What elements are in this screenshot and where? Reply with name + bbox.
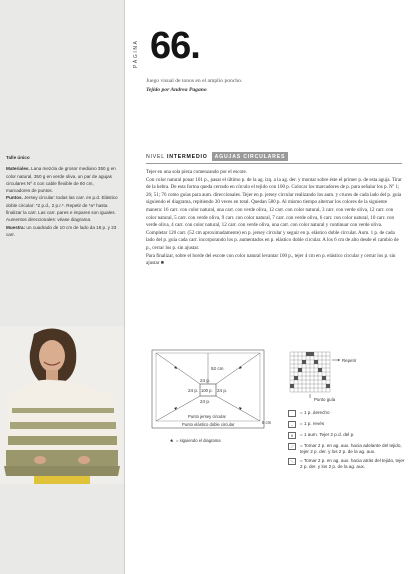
points-label: Puntos.: [6, 195, 23, 201]
arrow-caption: = siguiendo el diagrama: [176, 438, 221, 443]
legend-item: [288, 421, 408, 428]
cross-back-icon: ⟍: [288, 458, 296, 465]
legend-text: = 1 aum. Tejer 2 p.d. del p.: [300, 432, 355, 437]
page-subtitle: Juego visual de tonos en el amplio poncho.: [146, 78, 243, 84]
materials-label: Materiales.: [6, 166, 30, 172]
level-label: NIVEL: [146, 153, 165, 160]
purl-icon: –: [288, 421, 296, 428]
model-photo: [0, 326, 124, 484]
dim-24p-top: 24 p.: [200, 378, 211, 383]
increase-icon: ∨: [288, 432, 296, 439]
sample-paragraph: [6, 224, 118, 239]
points-paragraph: [6, 194, 118, 223]
sample-text: un cuadrado de 10 cm de lado da 18 p. y 23 carr.: [6, 224, 117, 237]
label-jersey: Punto jersey circular: [188, 414, 226, 419]
legend-item: [288, 443, 408, 454]
dim-24p-left: 24 p.: [188, 388, 199, 393]
instructions-paragraph: Tejer en una sola pieza comenzando por el escote.: [146, 169, 247, 175]
size-heading: Talle único: [6, 155, 30, 160]
legend-text: = Tomar 2 p. en ag. aux. hacia adelante del tejido, tejer 2 p. der. y los 2 p. de la ag. aux.: [300, 443, 402, 454]
label-elastico: Punto elástico doble circular: [182, 422, 235, 427]
dim-52cm: 52 cm: [211, 366, 224, 371]
instructions-text: [146, 169, 402, 268]
needles-tag: AGUJAS CIRCULARES: [212, 152, 289, 161]
level-bar: [146, 152, 288, 161]
author-credit: Tejido por Andrea Pagano: [146, 87, 207, 93]
instructions-paragraph: Para finalizar, sobre el borde del escote con color natural levantar 100 p., tejer 4 cm en p. elástico circular y cerrar los p. sin ajustar ■: [146, 252, 396, 267]
dim-100p: 100 p.: [201, 388, 213, 393]
poncho-schematic: [150, 348, 280, 451]
sidebar-panel: [0, 0, 124, 574]
model-illustration: [0, 326, 124, 484]
legend-item: [288, 432, 408, 439]
legend-text: = 1 p. derecho: [300, 410, 330, 415]
dim-24p-right: 24 p.: [217, 388, 228, 393]
legend-item: [288, 410, 408, 417]
page-number: 66.: [150, 25, 200, 67]
level-value: INTERMEDIO: [167, 153, 208, 160]
legend-text: = 1 p. revés: [300, 421, 325, 426]
dim-6cm: 6 cm: [262, 420, 272, 425]
section-rule: [146, 163, 402, 164]
dim-24p-bottom: 24 p.: [200, 399, 211, 404]
points-text: Jersey circular: todas las carr. en p.d. Elástico doble circular: *2 p.d., 2 p.r.*. Repetir de *a* hasta finalizar la carr. Las carr. pares e impares son iguales. Aumentos direccionales: véase diagrama.: [6, 195, 118, 223]
guide-label: Punto guía: [314, 397, 336, 402]
cross-front-icon: ⟋: [288, 443, 296, 450]
materials-paragraph: [6, 165, 118, 194]
page-label: PÁGINA: [133, 39, 139, 69]
instructions-paragraph: Con color natural ponar 101 p., pasar el último p. de la ag. izq. a la ag. der. y montar sobre éste el primer p. de esta aguja. Tirar de la hebra. De esta forma queda cerrado en círculo el tejido con 100 p. Colocar los marcadores de p. para señalar los p. Nº 1; 26; 51; 76 como guías para aum. direccionales. Tejer en p. jersey circular realizando los aum. y cruces de cada lado del p. guía siguiendo el diagrama, repitiendo 30 veces en total. Quedan 580 p. Al mismo tiempo alternar los colores de la siguiente manera: 16 carr. con color natural, una carr. con verde oliva, 12 carr. con color natural, 3 carr. con verde oliva, 12 carr. con color natural, 5 carr. con verde oliva, 9 carr. con color natural, 7 carr. con verde oliva, 6 carr. con color natural, 10 carr. con verde oliva, 4 carr. con color natural, 12 carr. con verde oliva, una carr. con color natural y continuar con verde oliva. Completar 120 carr. (52 cm aproximadamente) en p. jersey circular y seguir en p. elástico doble circular. Aum. 1 p. de cada lado del p. guía cada carr. incorporando los p. aumentados en p. elástico doble circular. A los 6 cm de alto desde el cambio de p., cerrar los p. sin ajustar.: [146, 176, 402, 251]
stitch-grid: [288, 350, 408, 408]
materials-panel: [6, 154, 118, 238]
repeat-label: Repetir: [342, 358, 357, 363]
sample-label: Muestra:: [6, 224, 26, 230]
knit-icon: [288, 410, 296, 417]
stitch-chart: [288, 350, 408, 413]
schematic-drawing: [150, 348, 280, 446]
legend-text: = Tomar 2 p. en ag. aux. hacia atrás del tejido, tejer 2 p. der. y los 2 p. de la ag. aux.: [300, 458, 405, 469]
materials-text: Lana mezcla de grosor mediano 350 g en color natural, 350 g en verde oliva, un par de agujas circulares Nº 4 con cable flexible de 80 cm, marcadores de puntos.: [6, 166, 116, 194]
legend-item: [288, 458, 408, 469]
sidebar-divider: [124, 0, 125, 574]
chart-legend: [288, 410, 408, 473]
